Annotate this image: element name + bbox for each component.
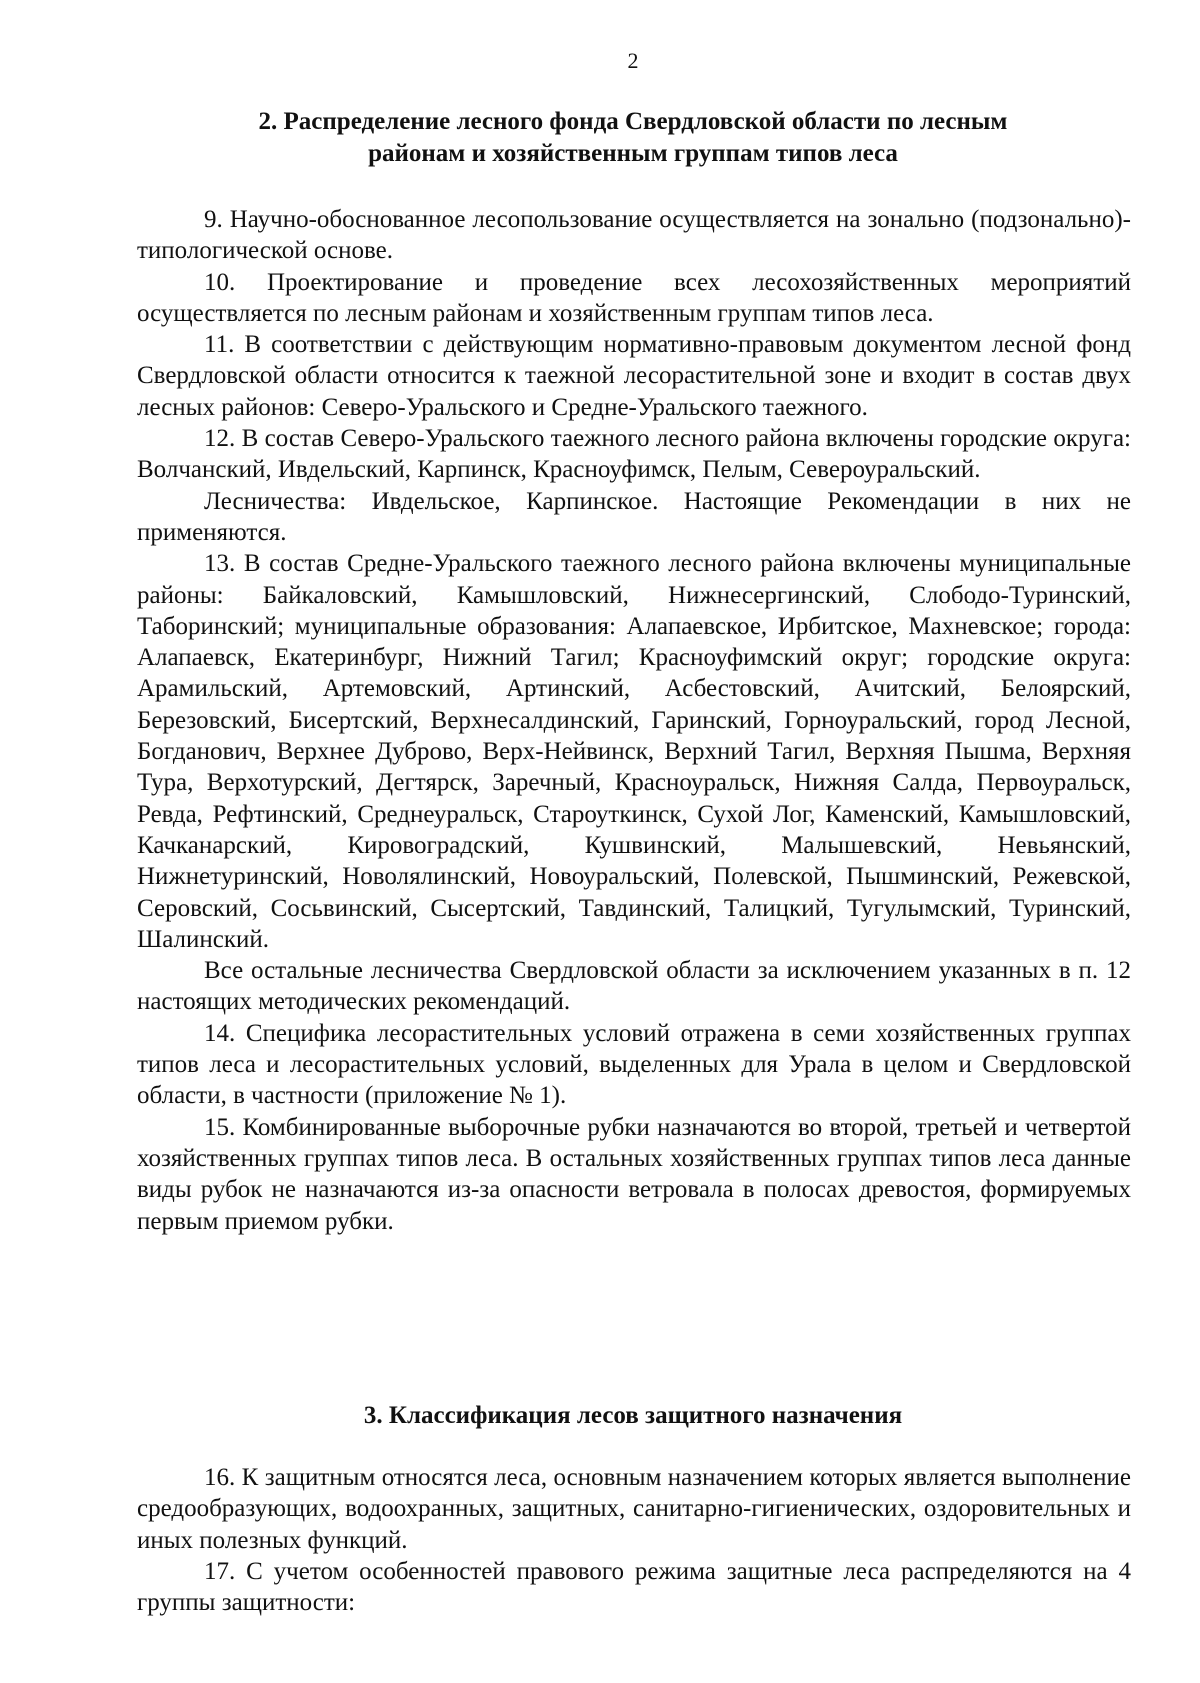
section-2-body (137, 204, 1131, 1237)
paragraph-10: 10. Проектирование и проведение всех лесохозяйственных мероприятий осуществляется по лесным районам и хозяйственным группам типов леса. (137, 268, 1131, 327)
paragraph-11: 11. В соответствии с действующим нормативно-правовым документом лесной фонд Свердловской области относится к таежной лесорастительной зоне и входит в состав двух лесных районов: Северо-Уральского и Средне-Уральского таежного. (137, 331, 1131, 421)
paragraph-16: 16. К защитным относятся леса, основным назначением которых является выполнение средообразующих, водоохранных, защитных, санитарно-гигиенических, оздоровительных и иных полезных функций. (137, 1464, 1131, 1554)
paragraph-12: 12. В состав Северо-Уральского таежного лесного района включены городские округа: Волчанский, Ивдельский, Карпинск, Красноуфимск, Пелым, Североуральский. (137, 425, 1131, 484)
paragraph-forestries: Лесничества: Ивдельское, Карпинское. Настоящие Рекомендации в них не применяются. (137, 487, 1131, 546)
section-3-title: 3. Классификация лесов защитного назначения (363, 1402, 903, 1429)
paragraph-other-forestries: Все остальные лесничества Свердловской области за исключением указанных в п. 12 настоящих методических рекомендаций. (137, 957, 1131, 1016)
paragraph-9: 9. Научно-обоснованное лесопользование осуществляется на зонально (подзонально)-типологической основе. (137, 206, 1131, 265)
paragraph-15: 15. Комбинированные выборочные рубки назначаются во второй, третьей и четвертой хозяйственных группах типов леса. В остальных хозяйственных группах типов леса данные виды рубок не назначаются из-за опасности ветровала в полосах древостоя, формируемых первым приемом рубки. (137, 1113, 1131, 1235)
section-2-title (200, 106, 1066, 170)
page-number: 2 (627, 48, 639, 73)
paragraph-13: 13. В состав Средне-Уральского таежного лесного района включены муниципальные районы: Байкаловский, Камышловский, Нижнесергинский, Слободо-Туринский, Таборинский; муниципальные образования: Алапаевское, Ирбитское, Махневское; города: Алапаевск, Екатеринбург, Нижний Тагил; Красноуфимский округ; городские округа: Арамильский, Артемовский, Артинский, Асбестовский, Ачитский, Белоярский, Березовский, Бисертский, Верхнесалдинский, Гаринский, Горноуральский, город Лесной, Богданович, Верхнее Дуброво, Верх-Нейвинск, Верхний Тагил, Верхняя Пышма, Верхняя Тура, Верхотурский, Дегтярск, Заречный, Красноуральск, Нижняя Салда, Первоуральск, Ревда, Рефтинский, Среднеуральск, Староуткинск, Сухой Лог, Каменский, Камышловский, Качканарский, Кировоградский, Кушвинский, Малышевский, Невьянский, Нижнетуринский, Новолялинский, Новоуральский, Полевской, Пышминский, Режевской, Серовский, Сосьвинский, Сысертский, Тавдинский, Талицкий, Тугулымский, Туринский, Шалинский. (137, 550, 1131, 953)
paragraph-17: 17. С учетом особенностей правового режима защитные леса распределяются на 4 группы защитности: (137, 1557, 1131, 1617)
section-3-body (137, 1462, 1131, 1618)
paragraph-14: 14. Специфика лесорастительных условий отражена в семи хозяйственных группах типов леса и лесорастительных условий, выделенных для Урала в целом и Свердловской области, в частности (приложение № 1). (137, 1019, 1131, 1110)
section-2-title-line-1: 2. Распределение лесного фонда Свердловской области по лесным (258, 108, 1008, 135)
section-2-title-line-2: районам и хозяйственным группам типов леса (368, 140, 898, 167)
